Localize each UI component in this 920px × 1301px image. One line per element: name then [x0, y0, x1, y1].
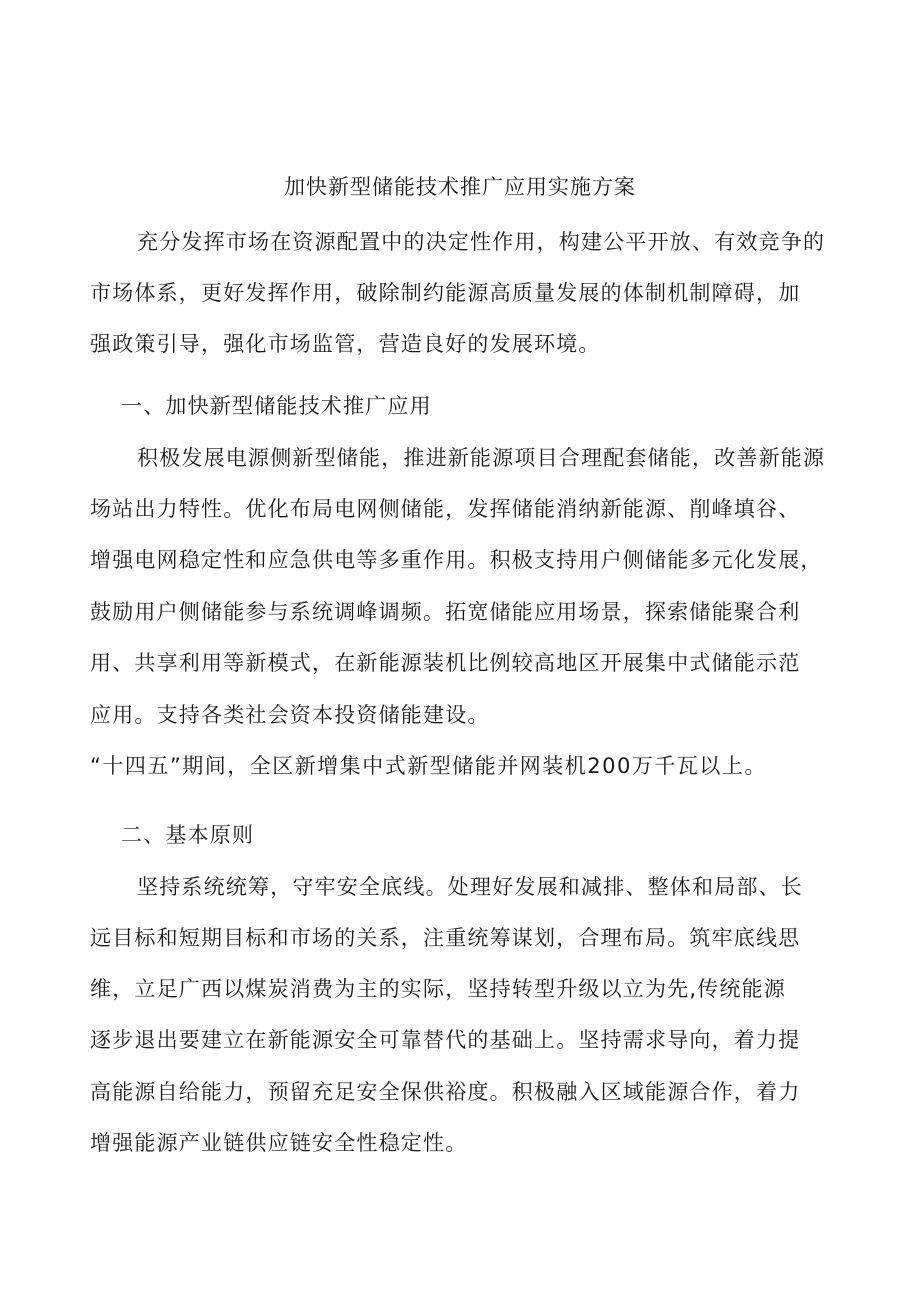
- section1-line-1: 积极发展电源侧新型储能，推进新能源项目合理配套储能，改善新能源: [137, 446, 826, 470]
- section2-line-6: 增强能源产业链供应链安全性稳定性。: [90, 1131, 468, 1155]
- section1-line-5: 用、共享利用等新模式，在新能源装机比例较高地区开展集中式储能示范: [90, 651, 801, 675]
- section2-line-2: 远目标和短期目标和市场的关系，注重统筹谋划，合理布局。筑牢底线思: [90, 926, 801, 950]
- section1-line-3: 增强电网稳定性和应急供电等多重作用。积极支持用户侧储能多元化发展，: [90, 548, 823, 572]
- intro-line-3: 强政策引导，强化市场监管，营造良好的发展环境。: [90, 332, 601, 356]
- document-title: 加快新型储能技术推广应用实施方案: [284, 175, 636, 199]
- section1-line-7: “十四五”期间，全区新增集中式新型储能并网装机200万千瓦以上。: [90, 754, 767, 778]
- section2-line-5: 高能源自给能力，预留充足安全保供裕度。积极融入区域能源合作，着力: [90, 1080, 801, 1104]
- section1-heading: 一、加快新型储能技术推广应用: [121, 394, 432, 418]
- intro-line-2: 市场体系，更好发挥作用，破除制约能源高质量发展的体制机制障碍，加: [90, 281, 801, 305]
- section2-line-3: 维，立足广西以煤炭消费为主的实际，坚持转型升级以立为先,传统能源: [90, 977, 787, 1001]
- section2-line-4: 逐步退出要建立在新能源安全可靠替代的基础上。坚持需求导向，着力提: [90, 1028, 801, 1052]
- section1-line-6: 应用。支持各类社会资本投资储能建设。: [90, 703, 490, 727]
- section1-line-4: 鼓励用户侧储能参与系统调峰调频。拓宽储能应用场景，探索储能聚合利: [90, 600, 801, 624]
- section1-line-2: 场站出力特性。优化布局电网侧储能，发挥储能消纳新能源、削峰填谷、: [90, 497, 801, 521]
- section2-line-1: 坚持系统统筹，守牢安全底线。处理好发展和减排、整体和局部、长: [137, 875, 803, 899]
- intro-line-1: 充分发挥市场在资源配置中的决定性作用，构建公平开放、有效竞争的: [137, 230, 826, 254]
- section2-heading: 二、基本原则: [121, 823, 255, 847]
